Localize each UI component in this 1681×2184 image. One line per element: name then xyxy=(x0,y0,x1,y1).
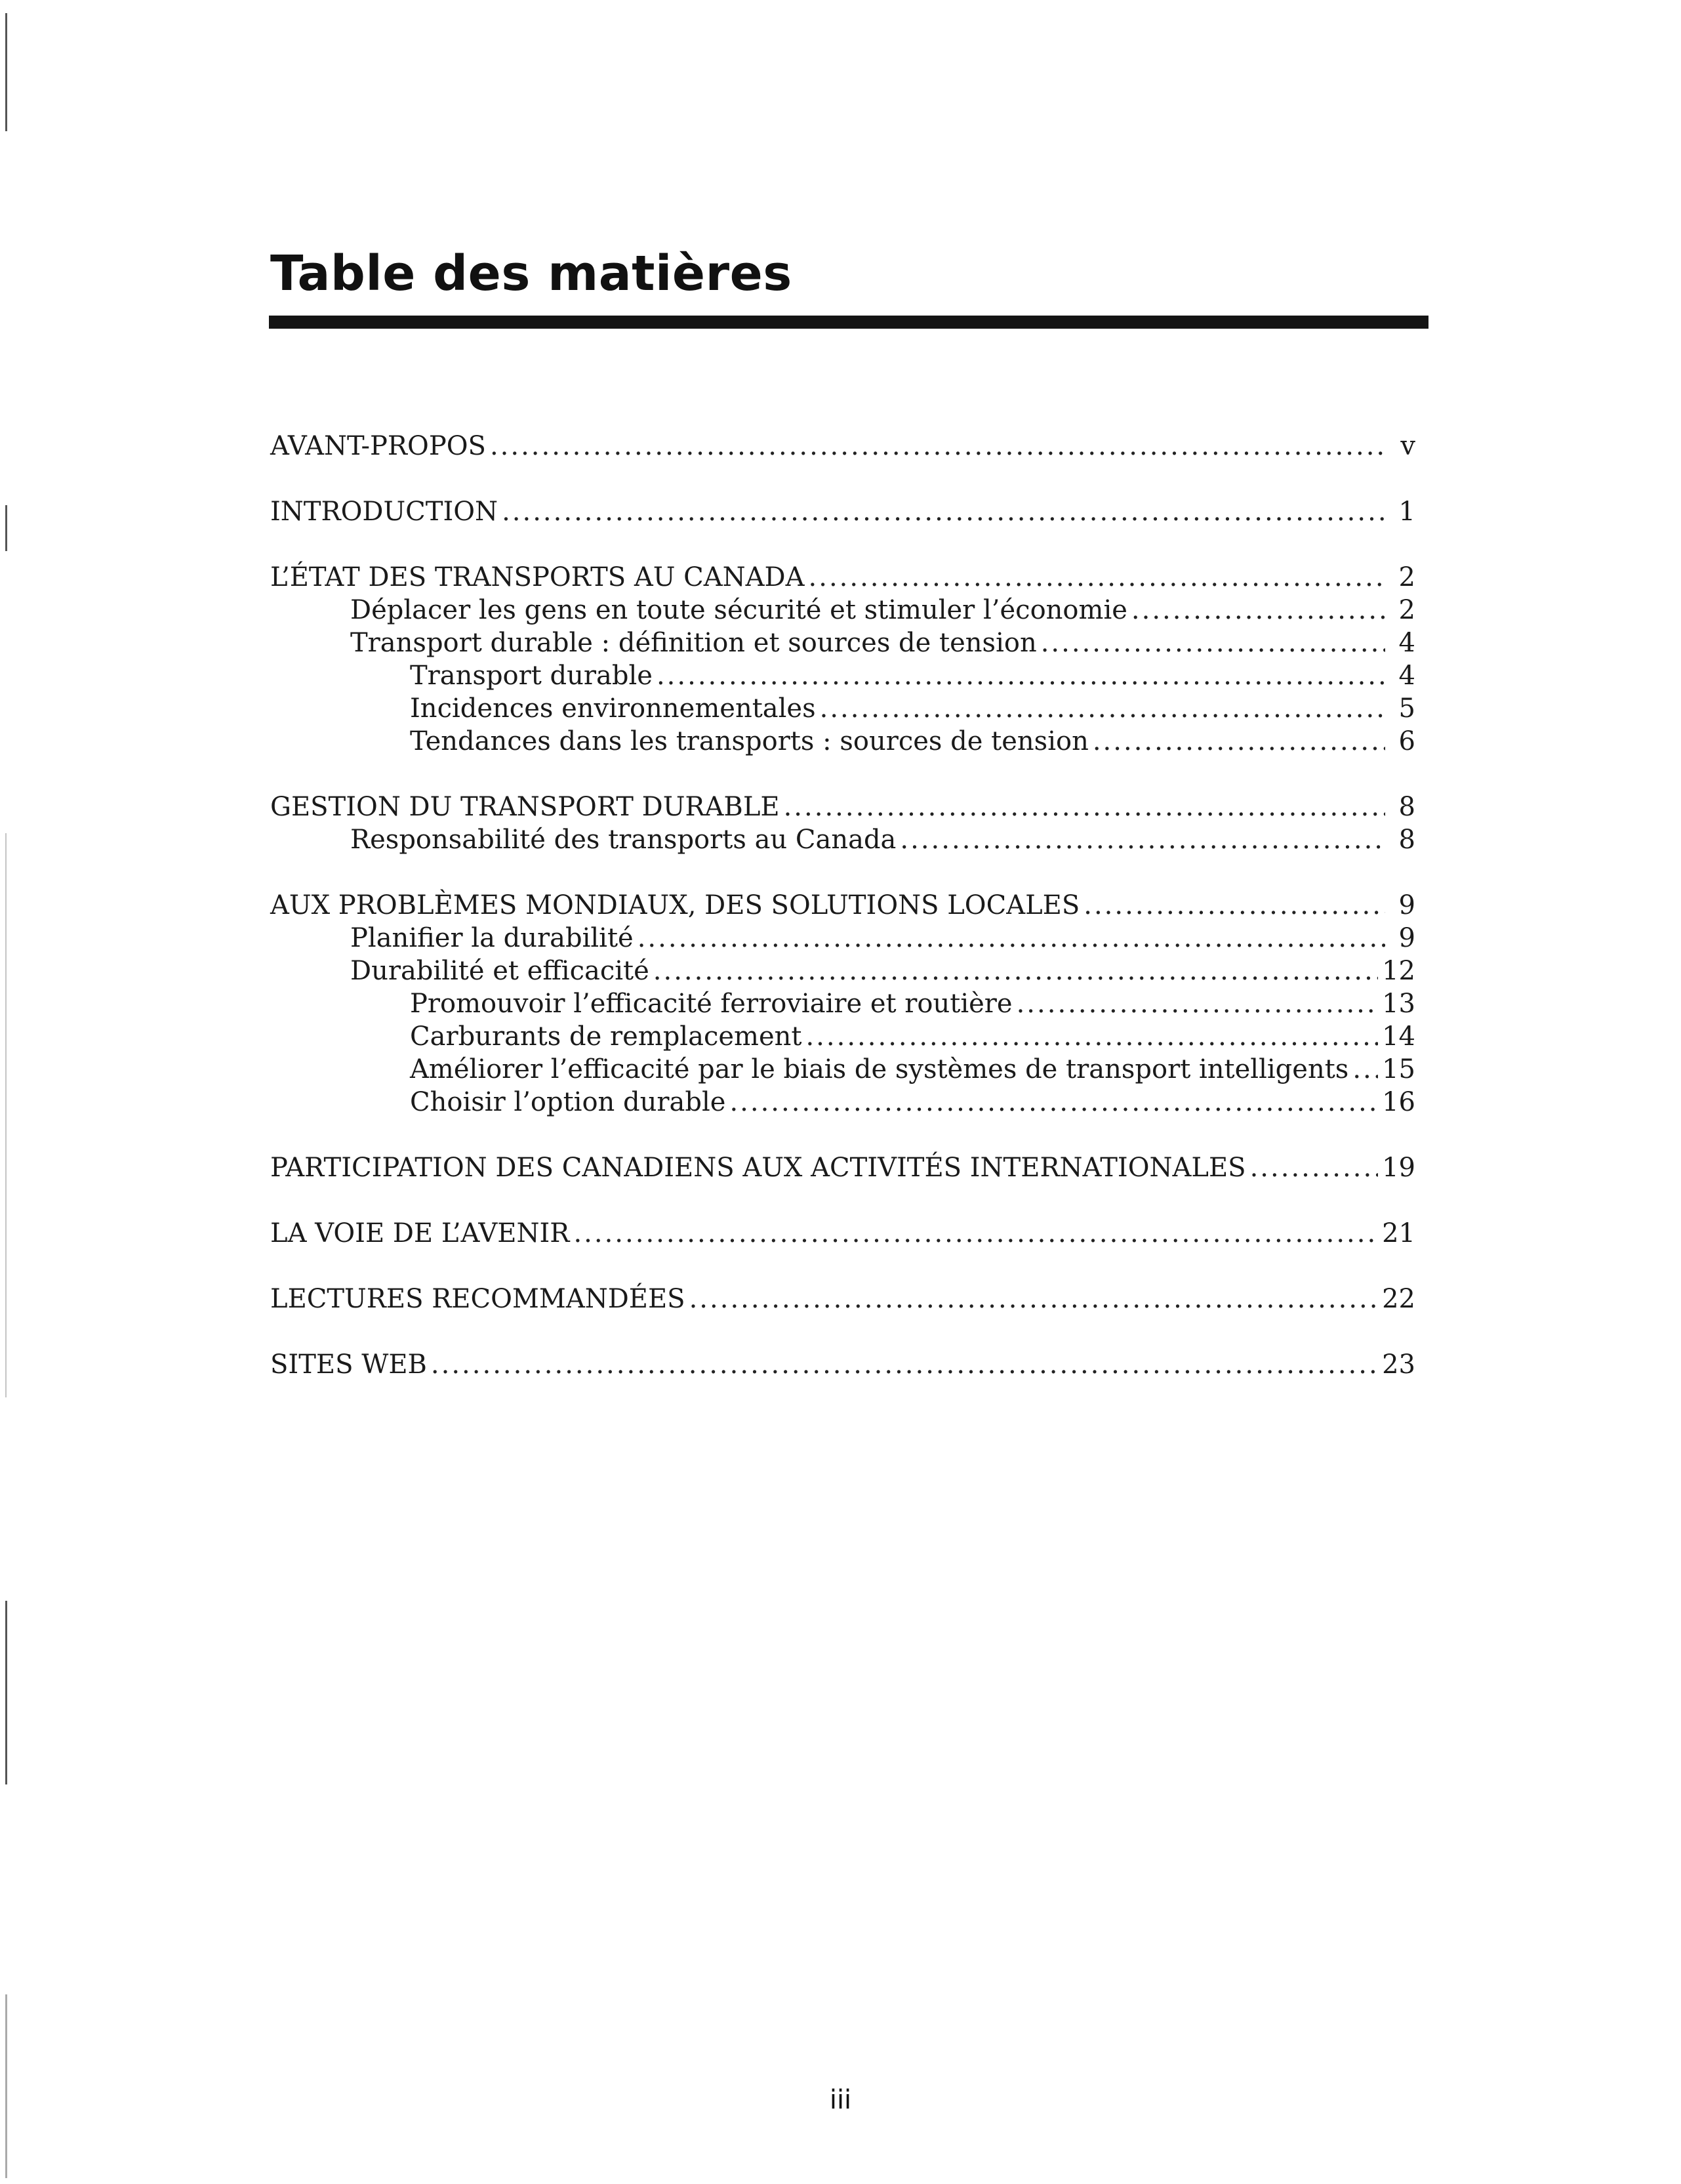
toc-entry[interactable] xyxy=(270,659,1415,692)
dot-leader xyxy=(502,495,1385,528)
toc-entry[interactable] xyxy=(270,495,1415,528)
dot-leader xyxy=(1017,987,1379,1020)
toc-entry-title: LECTURES RECOMMANDÉES xyxy=(270,1284,685,1314)
toc-entry-title: Améliorer l’efficacité par le biais de systèmes de transport intelligents xyxy=(410,1054,1349,1084)
toc-entry-page: 8 xyxy=(1398,825,1415,855)
toc-entry[interactable] xyxy=(270,922,1415,955)
toc-entry-title: Durabilité et efficacité xyxy=(350,956,649,986)
toc-entry[interactable] xyxy=(270,594,1415,627)
toc-entry[interactable] xyxy=(270,692,1415,725)
table-of-contents xyxy=(270,430,1415,1381)
dot-leader xyxy=(431,1348,1378,1381)
toc-entry[interactable] xyxy=(270,955,1415,987)
toc-entry-page: 21 xyxy=(1382,1218,1415,1248)
toc-entry-title: Transport durable xyxy=(410,661,653,691)
toc-entry[interactable] xyxy=(270,1053,1415,1086)
toc-entry-title: Déplacer les gens en toute sécurité et stimuler l’économie xyxy=(350,595,1127,625)
toc-entry-page: 2 xyxy=(1398,562,1415,592)
toc-entry-page: v xyxy=(1400,431,1415,461)
toc-entry[interactable] xyxy=(270,987,1415,1020)
toc-entry[interactable] xyxy=(270,561,1415,594)
title-underline-rule xyxy=(269,316,1428,329)
toc-entry-page: 13 xyxy=(1382,989,1415,1019)
toc-entry-title: Promouvoir l’efficacité ferroviaire et routière xyxy=(410,989,1013,1019)
dot-leader xyxy=(573,1217,1378,1250)
scan-margin-mark xyxy=(5,505,7,551)
toc-entry-page: 1 xyxy=(1398,497,1415,527)
dot-leader xyxy=(784,791,1385,823)
toc-entry-page: 14 xyxy=(1382,1021,1415,1052)
toc-entry-page: 5 xyxy=(1398,693,1415,724)
toc-entry[interactable] xyxy=(270,791,1415,823)
toc-entry-title: INTRODUCTION xyxy=(270,497,498,527)
toc-entry[interactable] xyxy=(270,430,1415,463)
dot-leader xyxy=(809,561,1385,594)
toc-entry-title: Incidences environnementales xyxy=(410,693,816,724)
toc-entry-page: 9 xyxy=(1398,923,1415,953)
toc-entry[interactable] xyxy=(270,1151,1415,1184)
toc-entry[interactable] xyxy=(270,889,1415,922)
toc-entry-page: 2 xyxy=(1398,595,1415,625)
toc-entry-title: LA VOIE DE L’AVENIR xyxy=(270,1218,570,1248)
toc-entry-title: Transport durable : définition et sources de tension xyxy=(350,628,1037,658)
dot-leader xyxy=(805,1020,1378,1053)
dot-leader xyxy=(1041,627,1385,659)
dot-leader xyxy=(900,823,1385,856)
toc-entry[interactable] xyxy=(270,1086,1415,1119)
toc-entry-page: 16 xyxy=(1382,1087,1415,1117)
toc-entry-page: 8 xyxy=(1398,792,1415,822)
dot-leader xyxy=(638,922,1385,955)
toc-entry-page: 19 xyxy=(1382,1153,1415,1183)
scan-margin-mark xyxy=(5,833,7,1397)
toc-entry-page: 22 xyxy=(1382,1284,1415,1314)
dot-leader xyxy=(1093,725,1385,758)
toc-entry-title: Carburants de remplacement xyxy=(410,1021,802,1052)
scan-margin-mark xyxy=(5,13,7,131)
toc-entry-page: 15 xyxy=(1382,1054,1415,1084)
dot-leader xyxy=(657,659,1385,692)
toc-entry-title: Responsabilité des transports au Canada xyxy=(350,825,897,855)
toc-entry-title: Tendances dans les transports : sources de tension xyxy=(410,726,1089,756)
toc-entry-title: SITES WEB xyxy=(270,1350,427,1380)
dot-leader xyxy=(1131,594,1385,627)
dot-leader xyxy=(1084,889,1385,922)
page-title: Table des matières xyxy=(270,245,792,302)
dot-leader xyxy=(653,955,1378,987)
dot-leader xyxy=(820,692,1385,725)
toc-entry-title: Planifier la durabilité xyxy=(350,923,634,953)
toc-entry-title: L’ÉTAT DES TRANSPORTS AU CANADA xyxy=(270,562,805,592)
dot-leader xyxy=(689,1283,1379,1315)
dot-leader xyxy=(1352,1053,1378,1086)
scan-margin-mark xyxy=(5,1601,7,1784)
toc-entry[interactable] xyxy=(270,1348,1415,1381)
toc-entry-page: 6 xyxy=(1398,726,1415,756)
page-number: iii xyxy=(829,2085,852,2115)
toc-entry[interactable] xyxy=(270,1020,1415,1053)
toc-entry-title: Choisir l’option durable xyxy=(410,1087,726,1117)
toc-entry-page: 4 xyxy=(1398,628,1415,658)
toc-entry-title: AVANT-PROPOS xyxy=(270,431,486,461)
toc-entry[interactable] xyxy=(270,1217,1415,1250)
toc-entry-page: 12 xyxy=(1382,956,1415,986)
toc-entry-page: 4 xyxy=(1398,661,1415,691)
toc-entry-title: PARTICIPATION DES CANADIENS AUX ACTIVITÉS INTERNATIONALES xyxy=(270,1153,1246,1183)
toc-entry-page: 9 xyxy=(1398,890,1415,920)
dot-leader xyxy=(490,430,1385,463)
toc-entry-page: 23 xyxy=(1382,1350,1415,1380)
toc-entry[interactable] xyxy=(270,823,1415,856)
toc-entry[interactable] xyxy=(270,725,1415,758)
toc-entry-title: GESTION DU TRANSPORT DURABLE xyxy=(270,792,780,822)
toc-entry-title: AUX PROBLÈMES MONDIAUX, DES SOLUTIONS LOCALES xyxy=(270,890,1080,920)
dot-leader xyxy=(729,1086,1378,1119)
toc-entry[interactable] xyxy=(270,627,1415,659)
dot-leader xyxy=(1250,1151,1379,1184)
toc-entry[interactable] xyxy=(270,1283,1415,1315)
